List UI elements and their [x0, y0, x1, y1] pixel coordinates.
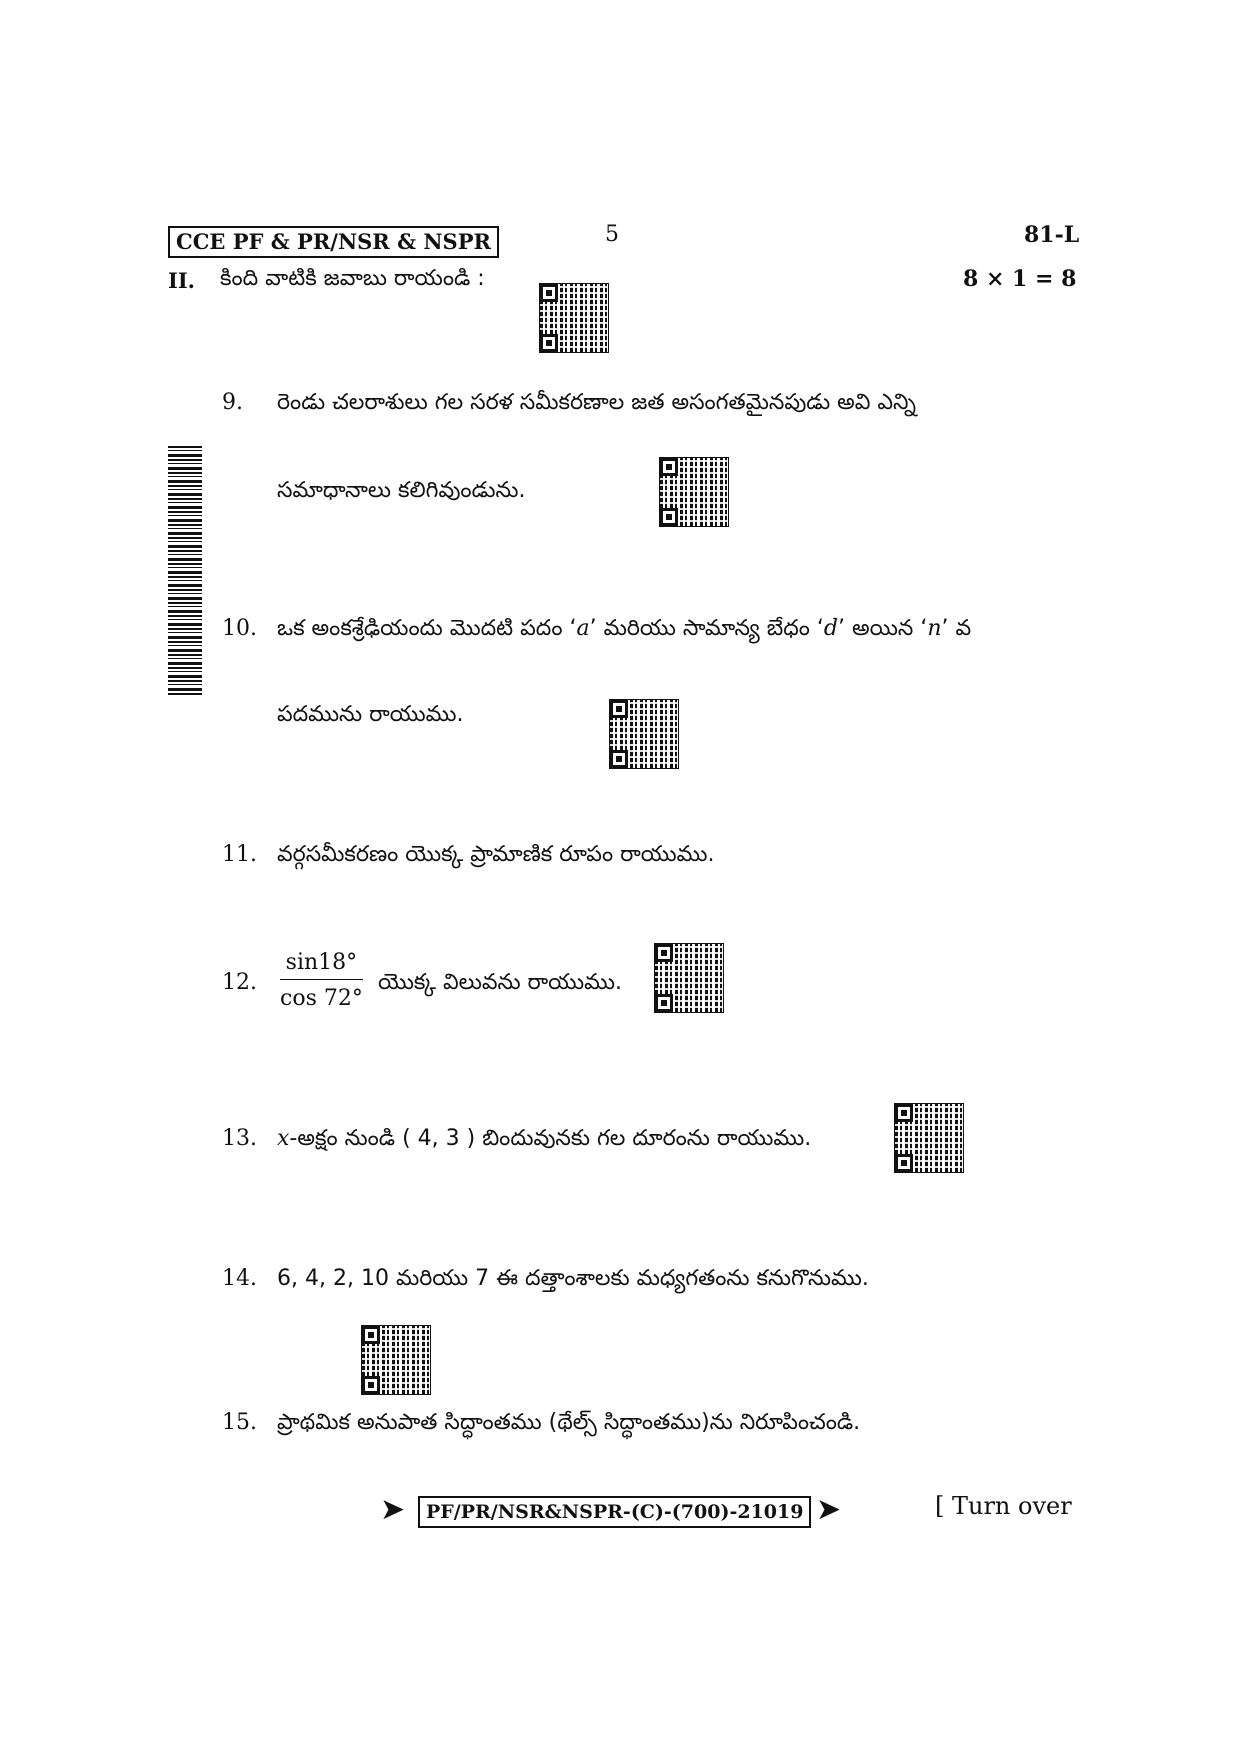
question-10-pre: ఒక అంకశ్రేఢియందు మొదటి పదం ‘ — [277, 616, 577, 641]
fraction — [280, 950, 363, 1011]
question-9-number: 9. — [222, 390, 243, 415]
question-13-text — [277, 1126, 811, 1156]
qr-code-icon — [610, 700, 678, 768]
question-9-line1: రెండు చలరాశులు గల సరళ సమీకరణాల జత అసంగతమైనపుడు అవి ఎన్ని — [277, 390, 916, 415]
section-number: II. — [168, 268, 195, 293]
question-10-line2: పదమును రాయుము. — [277, 702, 464, 727]
question-10-mid2: ’ అయిన ‘ — [838, 616, 928, 641]
qr-code-icon — [655, 944, 723, 1012]
fraction-denominator: cos 72° — [280, 986, 363, 1011]
turn-over-label: [ Turn over — [935, 1492, 1072, 1520]
paper-code-box: CCE PF & PR/NSR & NSPR — [168, 226, 499, 258]
question-15-text: ప్రాథమిక అనుపాత సిద్ధాంతము (థేల్స్ సిద్ధాంతము)ను నిరూపించండి. — [277, 1410, 861, 1435]
question-10-mid1: ’ మరియు సామాన్య బేధం ‘ — [589, 616, 824, 641]
arrow-right-icon: ➤ — [816, 1492, 842, 1527]
barcode-icon — [168, 446, 202, 696]
question-12-number: 12. — [222, 970, 257, 995]
question-10-post: ’ వ — [941, 616, 972, 641]
question-15-number: 15. — [222, 1410, 257, 1435]
var-a: a — [576, 616, 590, 641]
page-number: 5 — [605, 222, 619, 247]
qr-code-icon — [895, 1104, 963, 1172]
question-13-number: 13. — [222, 1126, 257, 1151]
footer-code-box: PF/PR/NSR&NSPR-(C)-(700)-21019 — [418, 1496, 811, 1528]
question-13-rest: -అక్షం నుండి ( 4, 3 ) బిందువునకు గల దూరంను రాయుము. — [289, 1126, 812, 1151]
subject-code: 81-L — [1024, 222, 1080, 248]
qr-code-icon — [362, 1326, 430, 1394]
var-n: n — [927, 616, 942, 641]
section-marks: 8 × 1 = 8 — [963, 266, 1077, 292]
question-9-line2: సమాధానాలు కలిగివుండును. — [277, 478, 526, 503]
question-14-text: 6, 4, 2, 10 మరియు 7 ఈ దత్తాంశాలకు మధ్యగతంను కనుగొనుము. — [277, 1266, 869, 1291]
question-14-number: 14. — [222, 1266, 257, 1291]
var-d: d — [823, 616, 839, 641]
question-11-number: 11. — [222, 842, 257, 867]
question-10-number: 10. — [222, 616, 257, 641]
question-12-text: యొక్క విలువను రాయుము. — [378, 970, 622, 995]
question-10-line1 — [277, 616, 971, 646]
fraction-numerator: sin18° — [280, 950, 363, 980]
qr-code-icon — [540, 284, 608, 352]
qr-code-icon — [660, 458, 728, 526]
var-x: x — [277, 1126, 290, 1151]
section-instruction: కింది వాటికి జవాబు రాయండి : — [220, 266, 485, 291]
question-11-text: వర్గసమీకరణం యొక్క ప్రామాణిక రూపం రాయుము. — [277, 842, 715, 867]
arrow-right-icon: ➤ — [380, 1492, 406, 1527]
